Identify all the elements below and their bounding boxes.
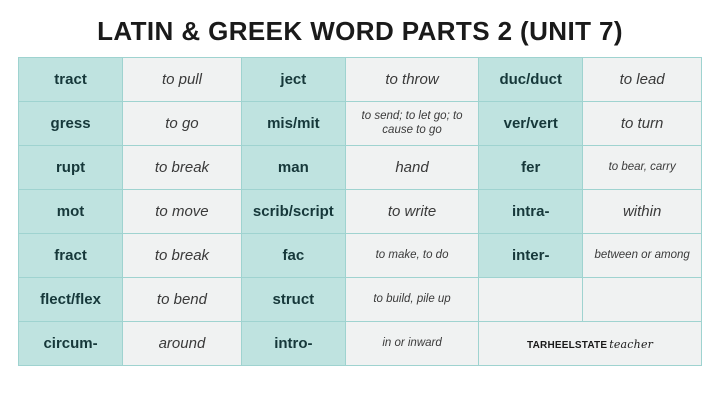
word-part-definition: to pull [123, 58, 242, 102]
word-part-definition: to throw [345, 58, 478, 102]
word-part-term: duc/duct [479, 58, 583, 102]
watermark-cell [479, 322, 702, 366]
word-part-term: inter- [479, 234, 583, 278]
word-part-definition: to make, to do [345, 234, 478, 278]
brand-watermark [527, 338, 653, 351]
word-part-term: intro- [241, 322, 345, 366]
word-part-definition: within [583, 190, 702, 234]
word-part-term: fract [19, 234, 123, 278]
word-part-term: struct [241, 278, 345, 322]
word-part-term: tract [19, 58, 123, 102]
word-part-definition: to break [123, 234, 242, 278]
word-part-definition: around [123, 322, 242, 366]
word-part-term: mis/mit [241, 102, 345, 146]
word-part-definition: to move [123, 190, 242, 234]
word-part-term: fac [241, 234, 345, 278]
word-part-definition: to go [123, 102, 242, 146]
page-title: LATIN & GREEK WORD PARTS 2 (UNIT 7) [97, 16, 623, 46]
table-row [19, 278, 702, 322]
word-part-term: circum- [19, 322, 123, 366]
table-row [19, 234, 702, 278]
word-parts-table [18, 57, 702, 366]
watermark-bold-text: TARHEELSTATE [527, 339, 608, 351]
word-part-definition: to lead [583, 58, 702, 102]
table-body [19, 58, 702, 366]
word-part-definition: to write [345, 190, 478, 234]
word-part-term: ject [241, 58, 345, 102]
word-part-term: gress [19, 102, 123, 146]
empty-cell [479, 278, 583, 322]
empty-cell [583, 278, 702, 322]
table-row [19, 58, 702, 102]
word-part-definition: in or inward [345, 322, 478, 366]
word-part-definition: to build, pile up [345, 278, 478, 322]
word-part-definition: to send; to let go; to cause to go [345, 102, 478, 146]
word-part-term: flect/flex [19, 278, 123, 322]
word-part-term: mot [19, 190, 123, 234]
word-part-definition: to bear, carry [583, 146, 702, 190]
table-row [19, 190, 702, 234]
word-part-definition: to break [123, 146, 242, 190]
word-part-definition: to bend [123, 278, 242, 322]
table-row [19, 322, 702, 366]
table-row [19, 102, 702, 146]
table-row [19, 146, 702, 190]
word-part-definition: to turn [583, 102, 702, 146]
word-part-term: intra- [479, 190, 583, 234]
word-part-term: man [241, 146, 345, 190]
word-part-definition: hand [345, 146, 478, 190]
word-part-term: scrib/script [241, 190, 345, 234]
word-part-term: fer [479, 146, 583, 190]
word-part-term: ver/vert [479, 102, 583, 146]
watermark-script-text: teacher [609, 337, 654, 351]
word-part-term: rupt [19, 146, 123, 190]
word-part-definition: between or among [583, 234, 702, 278]
